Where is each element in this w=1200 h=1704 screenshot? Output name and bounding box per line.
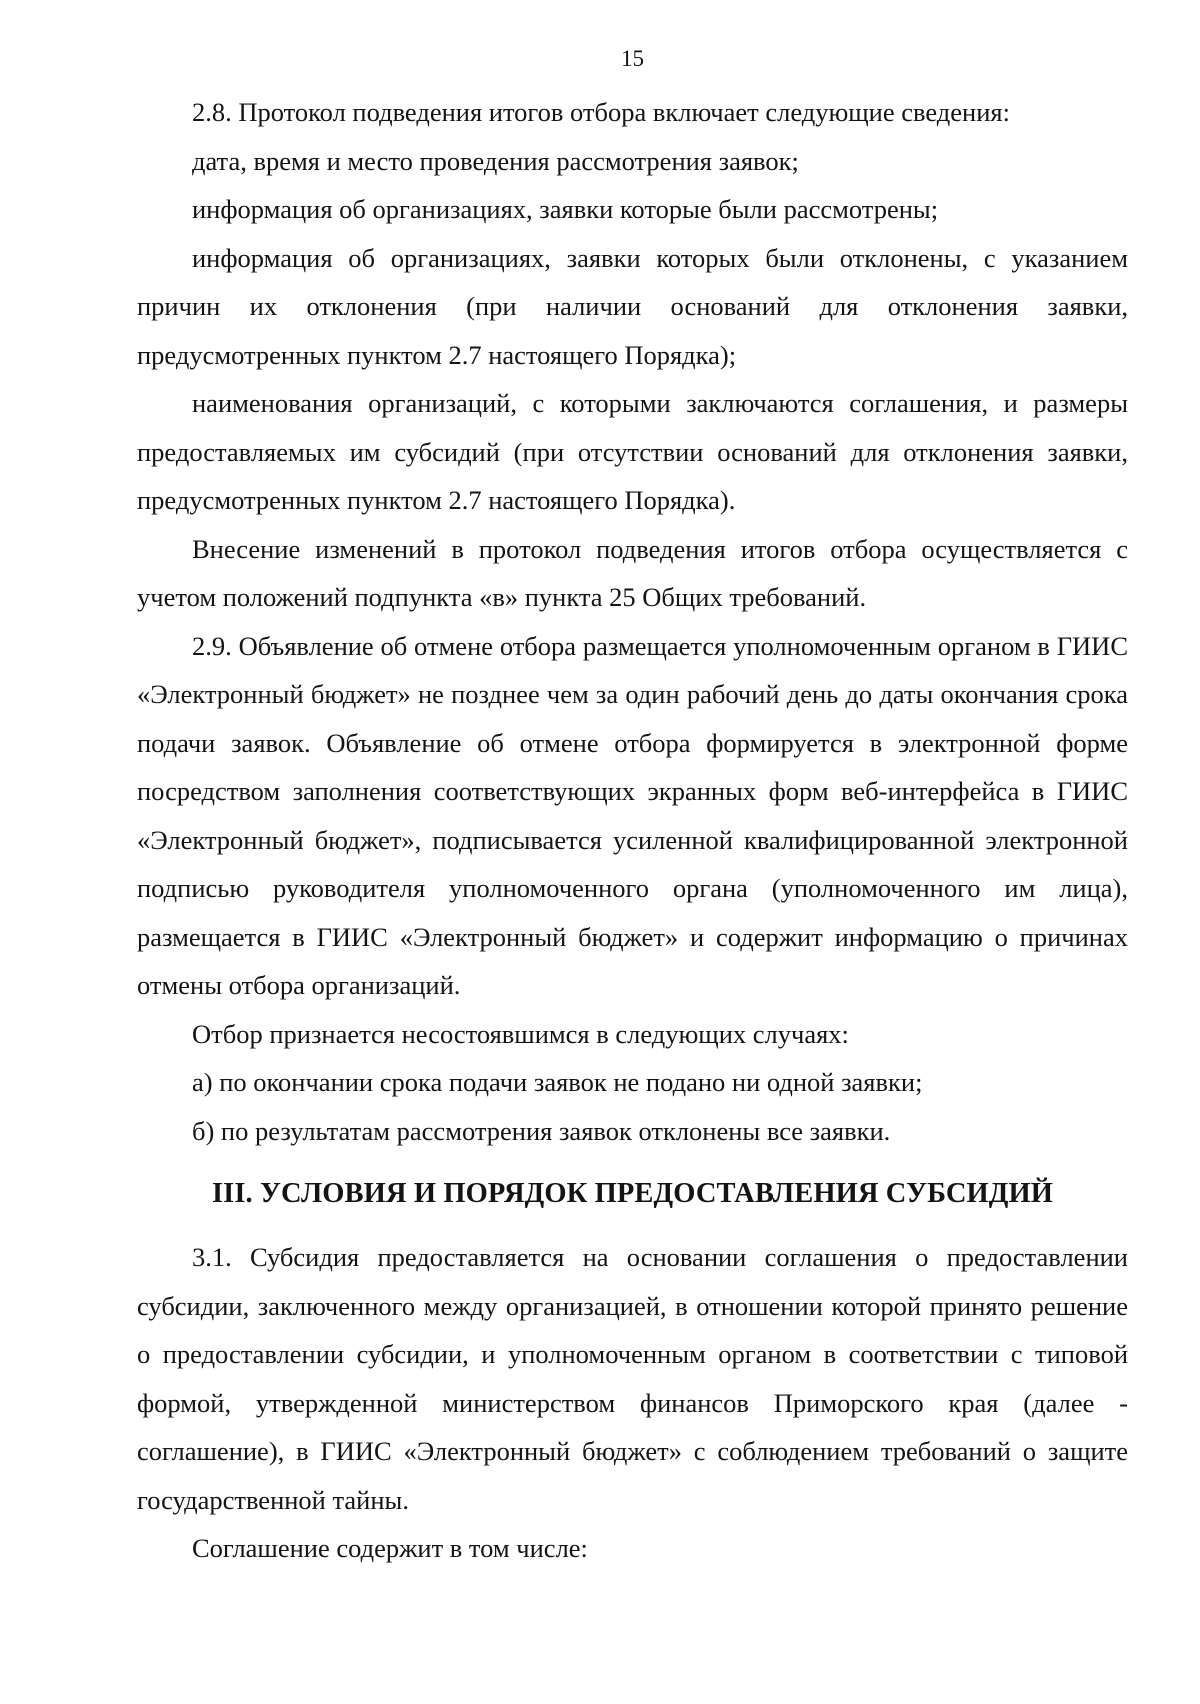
section-heading: III. УСЛОВИЯ И ПОРЯДОК ПРЕДОСТАВЛЕНИЯ СУБСИДИЙ	[211, 1178, 1054, 1209]
paragraph: дата, время и место проведения рассмотрения заявок;	[192, 145, 799, 176]
paragraph: Соглашение содержит в том числе:	[192, 1533, 588, 1563]
paragraph: 3.1. Субсидия предоставляется на основании соглашения о предоставлении субсидии, заключенного между организацией, в отношении которой принято решение о предоставлении субсидии, и уполномоченным органом в соответствии с типовой формой, утвержденной министерством финансов Приморского края (далее - соглашение), в ГИИС «Электронный бюджет» с соблюдением требований о защите государственной тайны.	[137, 1242, 1128, 1515]
paragraph: информация об организациях, заявки которых были отклонены, с указанием причин их отклонения (при наличии оснований для отклонения заявки, предусмотренных пунктом 2.7 настоящего Порядка);	[137, 242, 1128, 370]
paragraph: Отбор признается несостоявшимся в следующих случаях:	[192, 1018, 849, 1049]
paragraph: Внесение изменений в протокол подведения итогов отбора осуществляется с учетом положений подпункта «в» пункта 25 Общих требований.	[137, 533, 1128, 612]
paragraph: б) по результатам рассмотрения заявок отклонены все заявки.	[192, 1115, 891, 1146]
page-number: 15	[621, 46, 644, 71]
paragraph: 2.8. Протокол подведения итогов отбора включает следующие сведения:	[192, 97, 1010, 127]
paragraph: 2.9. Объявление об отмене отбора размещается уполномоченным органом в ГИИС «Электронный бюджет» не позднее чем за один рабочий день до даты окончания срока подачи заявок. Объявление об отмене отбора формируется в электронной форме посредством заполнения соответствующих экранных форм веб-интерфейса в ГИИС «Электронный бюджет», подписывается усиленной квалифицированной электронной подписью руководителя уполномоченного органа (уполномоченного им лица), размещается в ГИИС «Электронный бюджет» и содержит информацию о причинах отмены отбора организаций.	[137, 630, 1128, 1000]
paragraph: а) по окончании срока подачи заявок не подано ни одной заявки;	[192, 1067, 923, 1097]
paragraph: наименования организаций, с которыми заключаются соглашения, и размеры предоставляемых им субсидий (при отсутствии оснований для отклонения заявки, предусмотренных пунктом 2.7 настоящего Порядка).	[137, 388, 1128, 515]
paragraph: информация об организациях, заявки которые были рассмотрены;	[192, 194, 939, 224]
